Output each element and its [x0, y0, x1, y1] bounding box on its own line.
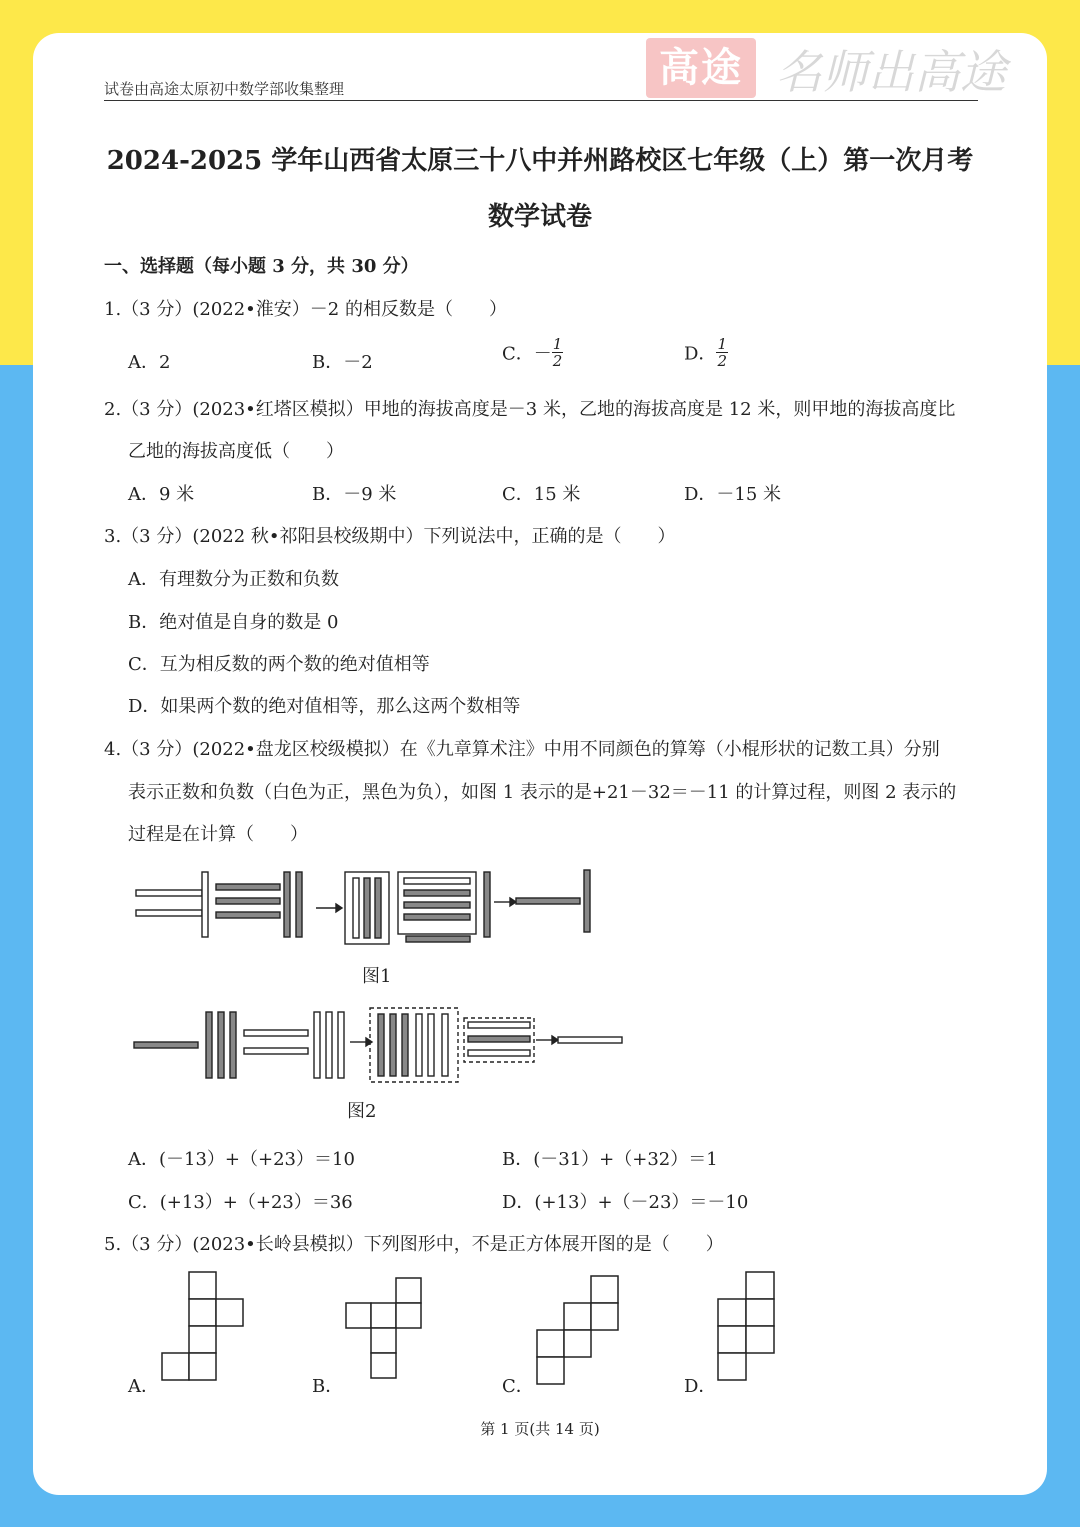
- question-2-option-a: A．9 米: [128, 484, 195, 505]
- question-1-option-b: B．－2: [312, 352, 373, 373]
- header-source-text: 试卷由高途太原初中数学部收集整理: [104, 80, 345, 98]
- figure-1-counting-rods: [128, 860, 608, 955]
- question-4-stem-line3: 过程是在计算（ ）: [128, 824, 308, 845]
- option-d-label: D．: [684, 343, 717, 365]
- question-4-option-d: D．(+13）+（－23）＝－10: [502, 1192, 749, 1213]
- question-2-option-c: C．15 米: [502, 484, 581, 505]
- question-1-stem: 1.（3 分）(2022•淮安）－2 的相反数是（ ）: [104, 299, 507, 320]
- cube-net-a: [160, 1270, 246, 1386]
- fraction-denominator: 2: [717, 352, 727, 370]
- paper-subtitle: 数学试卷: [487, 202, 592, 232]
- option-c-fraction: [552, 336, 564, 369]
- figure-2-counting-rods: [128, 1002, 628, 1092]
- question-3-option-b: B．绝对值是自身的数是 0: [128, 612, 339, 633]
- cube-net-b: [344, 1276, 426, 1388]
- cube-net-d: [716, 1270, 780, 1386]
- question-2-stem-line2: 乙地的海拔高度低（ ）: [128, 441, 344, 462]
- question-1-option-d: [684, 336, 728, 369]
- page-footer: 第 1 页(共 14 页): [480, 1420, 600, 1438]
- question-2-option-b: B．－9 米: [312, 484, 397, 505]
- question-1-option-a: A．2: [128, 352, 171, 373]
- figure-1-label: 图1: [362, 966, 392, 987]
- gaotu-logo: 高途: [646, 38, 756, 98]
- question-5-option-a: A．: [128, 1376, 159, 1397]
- fraction-denominator: 2: [552, 352, 563, 370]
- question-5-option-b: B．: [312, 1376, 344, 1397]
- logo-slogan: 名师出高途: [776, 45, 1006, 99]
- fraction-numerator: 1: [552, 335, 563, 353]
- section-heading: 一、选择题（每小题 3 分，共 30 分）: [104, 256, 419, 277]
- question-3-option-d: D．如果两个数的绝对值相等，那么这两个数相等: [128, 696, 521, 717]
- question-5-stem: 5.（3 分）(2023•长岭县模拟）下列图形中，不是正方体展开图的是（ ）: [104, 1234, 724, 1255]
- question-5-option-c: C．: [502, 1376, 534, 1397]
- question-5-option-d: D．: [684, 1376, 717, 1397]
- fraction-numerator: 1: [717, 335, 727, 353]
- question-4-option-a: A．(－13）+（+23）＝10: [128, 1149, 355, 1170]
- figure-2-label: 图2: [347, 1101, 377, 1122]
- question-4-stem-line1: 4.（3 分）(2022•盘龙区校级模拟）在《九章算术注》中用不同颜色的算筹（小棍形状的记数工具）分别: [104, 739, 940, 760]
- question-3-option-a: A．有理数分为正数和负数: [128, 569, 339, 590]
- question-3-stem: 3.（3 分）(2022 秋•祁阳县校级期中）下列说法中，正确的是（ ）: [104, 526, 676, 547]
- option-c-label: C．－: [502, 343, 552, 365]
- question-2-option-d: D．－15 米: [684, 484, 782, 505]
- question-1-option-c: [502, 336, 563, 369]
- question-4-option-b: B．(－31）+（+32）＝1: [502, 1149, 718, 1170]
- question-3-option-c: C．互为相反数的两个数的绝对值相等: [128, 654, 430, 675]
- question-4-option-c: C．(+13）+（+23）＝36: [128, 1192, 353, 1213]
- cube-net-c: [534, 1274, 624, 1390]
- option-d-fraction: [716, 336, 728, 369]
- question-2-stem-line1: 2.（3 分）(2023•红塔区模拟）甲地的海拔高度是－3 米，乙地的海拔高度是 12 米，则甲地的海拔高度比: [104, 399, 956, 420]
- question-4-stem-line2: 表示正数和负数（白色为正，黑色为负），如图 1 表示的是+21－32＝－11 的计算过程，则图 2 表示的: [128, 782, 957, 803]
- header-divider: [104, 100, 978, 101]
- paper-title: 2024-2025 学年山西省太原三十八中并州路校区七年级（上）第一次月考: [106, 146, 974, 176]
